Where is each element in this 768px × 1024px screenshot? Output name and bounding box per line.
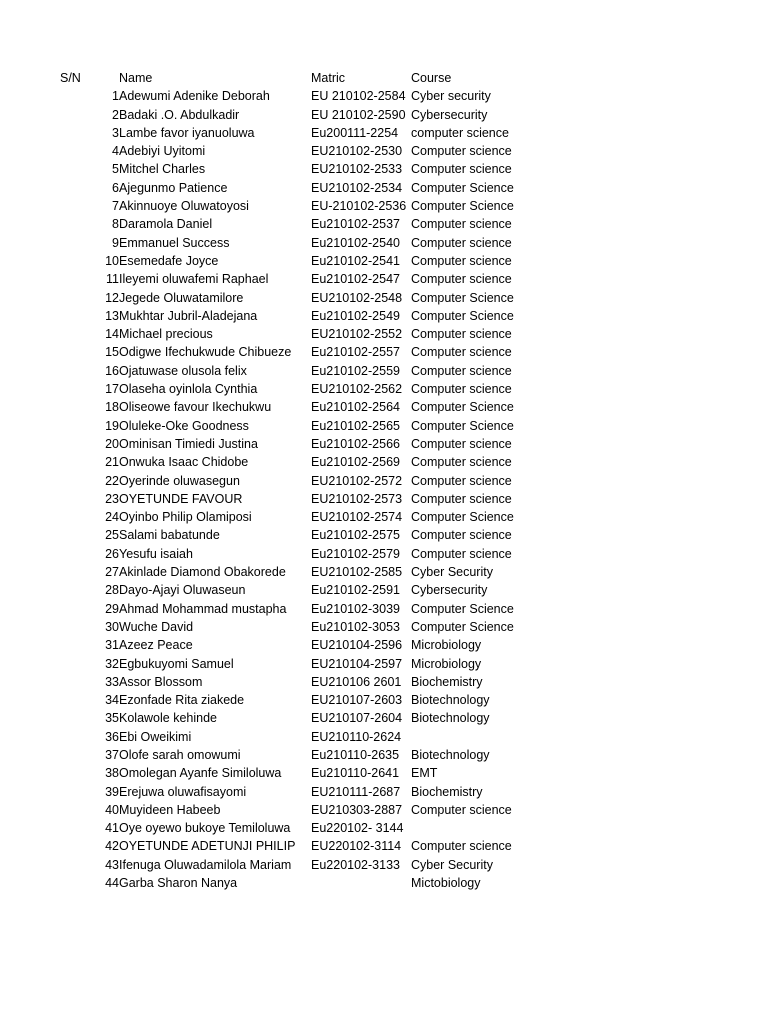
- cell-sn: 14: [105, 327, 119, 342]
- cell-course: EMT: [411, 766, 438, 781]
- cell-name: Oyerinde oluwasegun: [119, 473, 240, 488]
- cell-course: Computer science: [411, 491, 512, 506]
- cell-name: Garba Sharon Nanya: [119, 876, 238, 891]
- cell-sn: 5: [112, 162, 119, 177]
- cell-name: Ahmad Mohammad mustapha: [119, 601, 287, 616]
- cell-matric: EU210102-2534: [311, 180, 403, 195]
- cell-matric: Eu210102-2579: [311, 546, 400, 561]
- cell-course: Mictobiology: [411, 876, 481, 891]
- cell-name: Daramola Daniel: [119, 217, 213, 232]
- cell-name: Odigwe Ifechukwude Chibueze: [119, 345, 292, 360]
- table-row: [60, 819, 551, 837]
- cell-course: [411, 728, 551, 746]
- cell-matric: Eu210102-2566: [311, 436, 400, 451]
- table-row: [60, 197, 551, 215]
- table-row: [60, 307, 551, 325]
- cell-name: Omolegan Ayanfe Similoluwa: [119, 766, 282, 781]
- cell-matric: Eu210102-2559: [311, 363, 400, 378]
- cell-sn: 13: [105, 308, 119, 323]
- cell-name: Erejuwa oluwafisayomi: [119, 784, 247, 799]
- cell-sn: 44: [105, 876, 119, 891]
- table-row: [60, 453, 551, 471]
- table-row: [60, 526, 551, 544]
- cell-course: Computer science: [411, 473, 512, 488]
- cell-course: Computer science: [411, 144, 512, 159]
- table-row: [60, 874, 551, 892]
- cell-matric: Eu210102-2541: [311, 253, 400, 268]
- cell-name: Akinlade Diamond Obakorede: [119, 565, 286, 580]
- table-row: [60, 106, 551, 124]
- cell-sn: 32: [105, 656, 119, 671]
- cell-sn: 11: [106, 272, 119, 287]
- cell-matric: EU210102-2533: [311, 162, 403, 177]
- cell-name: Ojatuwase olusola felix: [119, 363, 247, 378]
- cell-sn: 41: [105, 821, 119, 836]
- cell-matric: EU210107-2604: [311, 711, 403, 726]
- cell-matric: Eu200111-2254: [311, 125, 399, 140]
- cell-name: Muyideen Habeeb: [119, 802, 221, 817]
- cell-course: Computer Science: [411, 418, 514, 433]
- cell-course: Cyber security: [411, 89, 491, 104]
- cell-course: [411, 819, 551, 837]
- cell-course: Cyber Security: [411, 857, 493, 872]
- table-row: [60, 179, 551, 197]
- cell-matric: Eu220102-3133: [311, 857, 400, 872]
- cell-course: Computer Science: [411, 601, 514, 616]
- cell-course: Computer science: [411, 455, 512, 470]
- cell-name: Adebiyi Uyitomi: [119, 144, 206, 159]
- cell-sn: 25: [105, 528, 119, 543]
- cell-matric: EU210102-2548: [311, 290, 403, 305]
- cell-matric: Eu210102-3053: [311, 619, 400, 634]
- cell-course: Computer Science: [411, 308, 514, 323]
- cell-matric: Eu210102-2591: [311, 583, 400, 598]
- cell-sn: 22: [105, 473, 119, 488]
- cell-matric: Eu210102-2537: [311, 217, 400, 232]
- cell-course: computer science: [411, 125, 509, 140]
- cell-name: Esemedafe Joyce: [119, 253, 219, 268]
- cell-course: Computer science: [411, 363, 512, 378]
- cell-sn: 7: [112, 199, 119, 214]
- cell-course: Computer science: [411, 253, 512, 268]
- cell-matric: Eu210102-2565: [311, 418, 400, 433]
- cell-sn: 43: [105, 857, 119, 872]
- cell-course: Biotechnology: [411, 711, 490, 726]
- cell-name: Kolawole kehinde: [119, 711, 217, 726]
- cell-matric: EU210102-2585: [311, 565, 403, 580]
- cell-matric: Eu210102-3039: [311, 601, 400, 616]
- cell-name: Oyinbo Philip Olamiposi: [119, 510, 252, 525]
- cell-name: Michael precious: [119, 327, 213, 342]
- cell-matric: Eu210110-2635: [311, 747, 400, 762]
- cell-course: Computer science: [411, 327, 512, 342]
- cell-sn: 33: [105, 674, 119, 689]
- table-row: [60, 746, 551, 764]
- cell-matric: EU210107-2603: [311, 693, 403, 708]
- table-row: [60, 508, 551, 526]
- cell-name: Ezonfade Rita ziakede: [119, 693, 245, 708]
- cell-matric: Eu210110-2641: [311, 766, 400, 781]
- cell-sn: 40: [105, 802, 119, 817]
- cell-course: Computer science: [411, 345, 512, 360]
- cell-sn: 26: [105, 546, 119, 561]
- cell-course: Computer science: [411, 436, 512, 451]
- cell-course: Microbiology: [411, 656, 482, 671]
- cell-name: Mukhtar Jubril-Aladejana: [119, 308, 258, 323]
- cell-sn: 42: [105, 839, 119, 854]
- cell-course: Computer science: [411, 162, 512, 177]
- cell-course: Cybersecurity: [411, 107, 488, 122]
- cell-sn: 39: [105, 784, 119, 799]
- table-row: [60, 215, 551, 233]
- table-row: [60, 581, 551, 599]
- cell-matric: Eu220102- 3144: [311, 821, 404, 836]
- cell-sn: 6: [112, 180, 119, 195]
- table-row: [60, 673, 551, 691]
- cell-name: Olaseha oyinlola Cynthia: [119, 382, 258, 397]
- cell-sn: 36: [105, 729, 119, 744]
- header-sn: S/N: [60, 71, 81, 85]
- cell-name: Ileyemi oluwafemi Raphael: [119, 272, 269, 287]
- student-roster-table: [60, 69, 551, 892]
- roster-body: [60, 87, 551, 892]
- cell-sn: 3: [112, 125, 119, 140]
- cell-course: Microbiology: [411, 638, 482, 653]
- cell-name: Wuche David: [119, 619, 194, 634]
- cell-matric: EU210102-2572: [311, 473, 403, 488]
- cell-matric: Eu210102-2575: [311, 528, 400, 543]
- cell-name: Egbukuyomi Samuel: [119, 656, 234, 671]
- cell-sn: 31: [105, 638, 119, 653]
- header-matric: Matric: [311, 71, 346, 85]
- table-row: [60, 160, 551, 178]
- table-row: [60, 435, 551, 453]
- table-row: [60, 636, 551, 654]
- table-row: [60, 655, 551, 673]
- cell-matric: EU210102-2552: [311, 327, 403, 342]
- table-row: [60, 801, 551, 819]
- cell-course: Computer science: [411, 235, 512, 250]
- cell-course: Computer Science: [411, 290, 514, 305]
- table-row: [60, 234, 551, 252]
- cell-sn: 12: [105, 290, 119, 305]
- cell-sn: 24: [105, 510, 119, 525]
- cell-course: Computer science: [411, 272, 512, 287]
- table-row: [60, 289, 551, 307]
- cell-sn: 17: [105, 382, 119, 397]
- cell-name: Ifenuga Oluwadamilola Mariam: [119, 857, 292, 872]
- cell-course: Biotechnology: [411, 747, 490, 762]
- cell-name: Oluleke-Oke Goodness: [119, 418, 249, 433]
- table-row: [60, 837, 551, 855]
- cell-name: Dayo-Ajayi Oluwaseun: [119, 583, 246, 598]
- cell-sn: 28: [105, 583, 119, 598]
- cell-matric: Eu210102-2569: [311, 455, 400, 470]
- table-row: [60, 728, 551, 746]
- table-row: [60, 783, 551, 801]
- table-row: [60, 270, 551, 288]
- cell-matric: Eu210102-2564: [311, 400, 400, 415]
- cell-course: Cybersecurity: [411, 583, 488, 598]
- header-row: [60, 69, 551, 87]
- table-row: [60, 600, 551, 618]
- cell-matric: EU210106 2601: [311, 674, 402, 689]
- cell-name: Badaki .O. Abdulkadir: [119, 107, 240, 122]
- cell-name: Yesufu isaiah: [119, 546, 193, 561]
- cell-sn: 30: [105, 619, 119, 634]
- cell-matric: EU210102-2562: [311, 382, 403, 397]
- cell-course: Computer science: [411, 802, 512, 817]
- cell-course: Computer science: [411, 382, 512, 397]
- cell-sn: 37: [105, 747, 119, 762]
- cell-sn: 27: [105, 565, 119, 580]
- cell-matric: EU210303-2887: [311, 802, 403, 817]
- cell-matric: Eu210102-2547: [311, 272, 400, 287]
- cell-sn: 35: [105, 711, 119, 726]
- cell-matric: Eu210102-2540: [311, 235, 400, 250]
- cell-name: OYETUNDE FAVOUR: [119, 491, 243, 506]
- cell-course: Computer Science: [411, 199, 514, 214]
- cell-course: Computer Science: [411, 400, 514, 415]
- cell-name: Ebi Oweikimi: [119, 729, 192, 744]
- cell-sn: 1: [112, 89, 119, 104]
- cell-sn: 18: [105, 400, 119, 415]
- cell-matric: [311, 874, 411, 892]
- cell-name: Emmanuel Success: [119, 235, 230, 250]
- cell-sn: 4: [112, 144, 119, 159]
- cell-matric: EU-210102-2536: [311, 199, 407, 214]
- table-row: [60, 124, 551, 142]
- table-row: [60, 87, 551, 105]
- cell-sn: 2: [112, 107, 119, 122]
- cell-name: Onwuka Isaac Chidobe: [119, 455, 249, 470]
- cell-matric: EU220102-3114: [311, 839, 402, 854]
- cell-sn: 19: [105, 418, 119, 433]
- table-row: [60, 691, 551, 709]
- cell-course: Computer science: [411, 839, 512, 854]
- cell-sn: 20: [105, 436, 119, 451]
- table-row: [60, 142, 551, 160]
- table-row: [60, 417, 551, 435]
- cell-name: Salami babatunde: [119, 528, 220, 543]
- cell-matric: EU210104-2596: [311, 638, 403, 653]
- cell-matric: Eu210102-2557: [311, 345, 400, 360]
- cell-course: Cyber Security: [411, 565, 493, 580]
- cell-matric: EU210111-2687: [311, 784, 401, 799]
- table-row: [60, 856, 551, 874]
- cell-sn: 9: [112, 235, 119, 250]
- cell-sn: 23: [105, 491, 119, 506]
- cell-name: Assor Blossom: [119, 674, 203, 689]
- cell-matric: EU210110-2624: [311, 729, 402, 744]
- cell-name: Oye oyewo bukoye Temiloluwa: [119, 821, 291, 836]
- table-row: [60, 618, 551, 636]
- table-row: [60, 252, 551, 270]
- cell-name: OYETUNDE ADETUNJI PHILIP: [119, 839, 296, 854]
- cell-course: Biochemistry: [411, 784, 483, 799]
- cell-course: Biotechnology: [411, 693, 490, 708]
- table-row: [60, 343, 551, 361]
- table-row: [60, 472, 551, 490]
- table-row: [60, 490, 551, 508]
- cell-sn: 16: [105, 363, 119, 378]
- table-row: [60, 764, 551, 782]
- table-row: [60, 362, 551, 380]
- cell-name: Lambe favor iyanuoluwa: [119, 125, 255, 140]
- cell-sn: 21: [105, 455, 119, 470]
- cell-sn: 29: [105, 601, 119, 616]
- cell-name: Ominisan Timiedi Justina: [119, 436, 258, 451]
- table-row: [60, 545, 551, 563]
- cell-sn: 15: [105, 345, 119, 360]
- cell-sn: 38: [105, 766, 119, 781]
- cell-sn: 8: [112, 217, 119, 232]
- cell-matric: Eu210102-2549: [311, 308, 400, 323]
- cell-course: Computer Science: [411, 619, 514, 634]
- cell-course: Computer Science: [411, 180, 514, 195]
- cell-name: Azeez Peace: [119, 638, 193, 653]
- cell-name: Olofe sarah omowumi: [119, 747, 241, 762]
- cell-course: Computer science: [411, 546, 512, 561]
- cell-matric: EU210104-2597: [311, 656, 403, 671]
- cell-sn: 34: [105, 693, 119, 708]
- cell-course: Computer Science: [411, 510, 514, 525]
- header-name: Name: [119, 71, 153, 85]
- cell-course: Biochemistry: [411, 674, 483, 689]
- cell-name: Mitchel Charles: [119, 162, 206, 177]
- table-row: [60, 709, 551, 727]
- header-course: Course: [411, 71, 452, 85]
- table-row: [60, 380, 551, 398]
- cell-sn: 10: [105, 253, 119, 268]
- cell-name: Ajegunmo Patience: [119, 180, 228, 195]
- cell-matric: EU210102-2574: [311, 510, 403, 525]
- cell-matric: EU 210102-2590: [311, 107, 406, 122]
- cell-name: Akinnuoye Oluwatoyosi: [119, 199, 249, 214]
- cell-matric: EU 210102-2584: [311, 89, 406, 104]
- table-row: [60, 325, 551, 343]
- table-row: [60, 398, 551, 416]
- cell-matric: EU210102-2573: [311, 491, 403, 506]
- cell-name: Oliseowe favour Ikechukwu: [119, 400, 272, 415]
- cell-name: Adewumi Adenike Deborah: [119, 89, 270, 104]
- table-row: [60, 563, 551, 581]
- cell-matric: EU210102-2530: [311, 144, 403, 159]
- cell-course: Computer science: [411, 528, 512, 543]
- cell-name: Jegede Oluwatamilore: [119, 290, 244, 305]
- cell-course: Computer science: [411, 217, 512, 232]
